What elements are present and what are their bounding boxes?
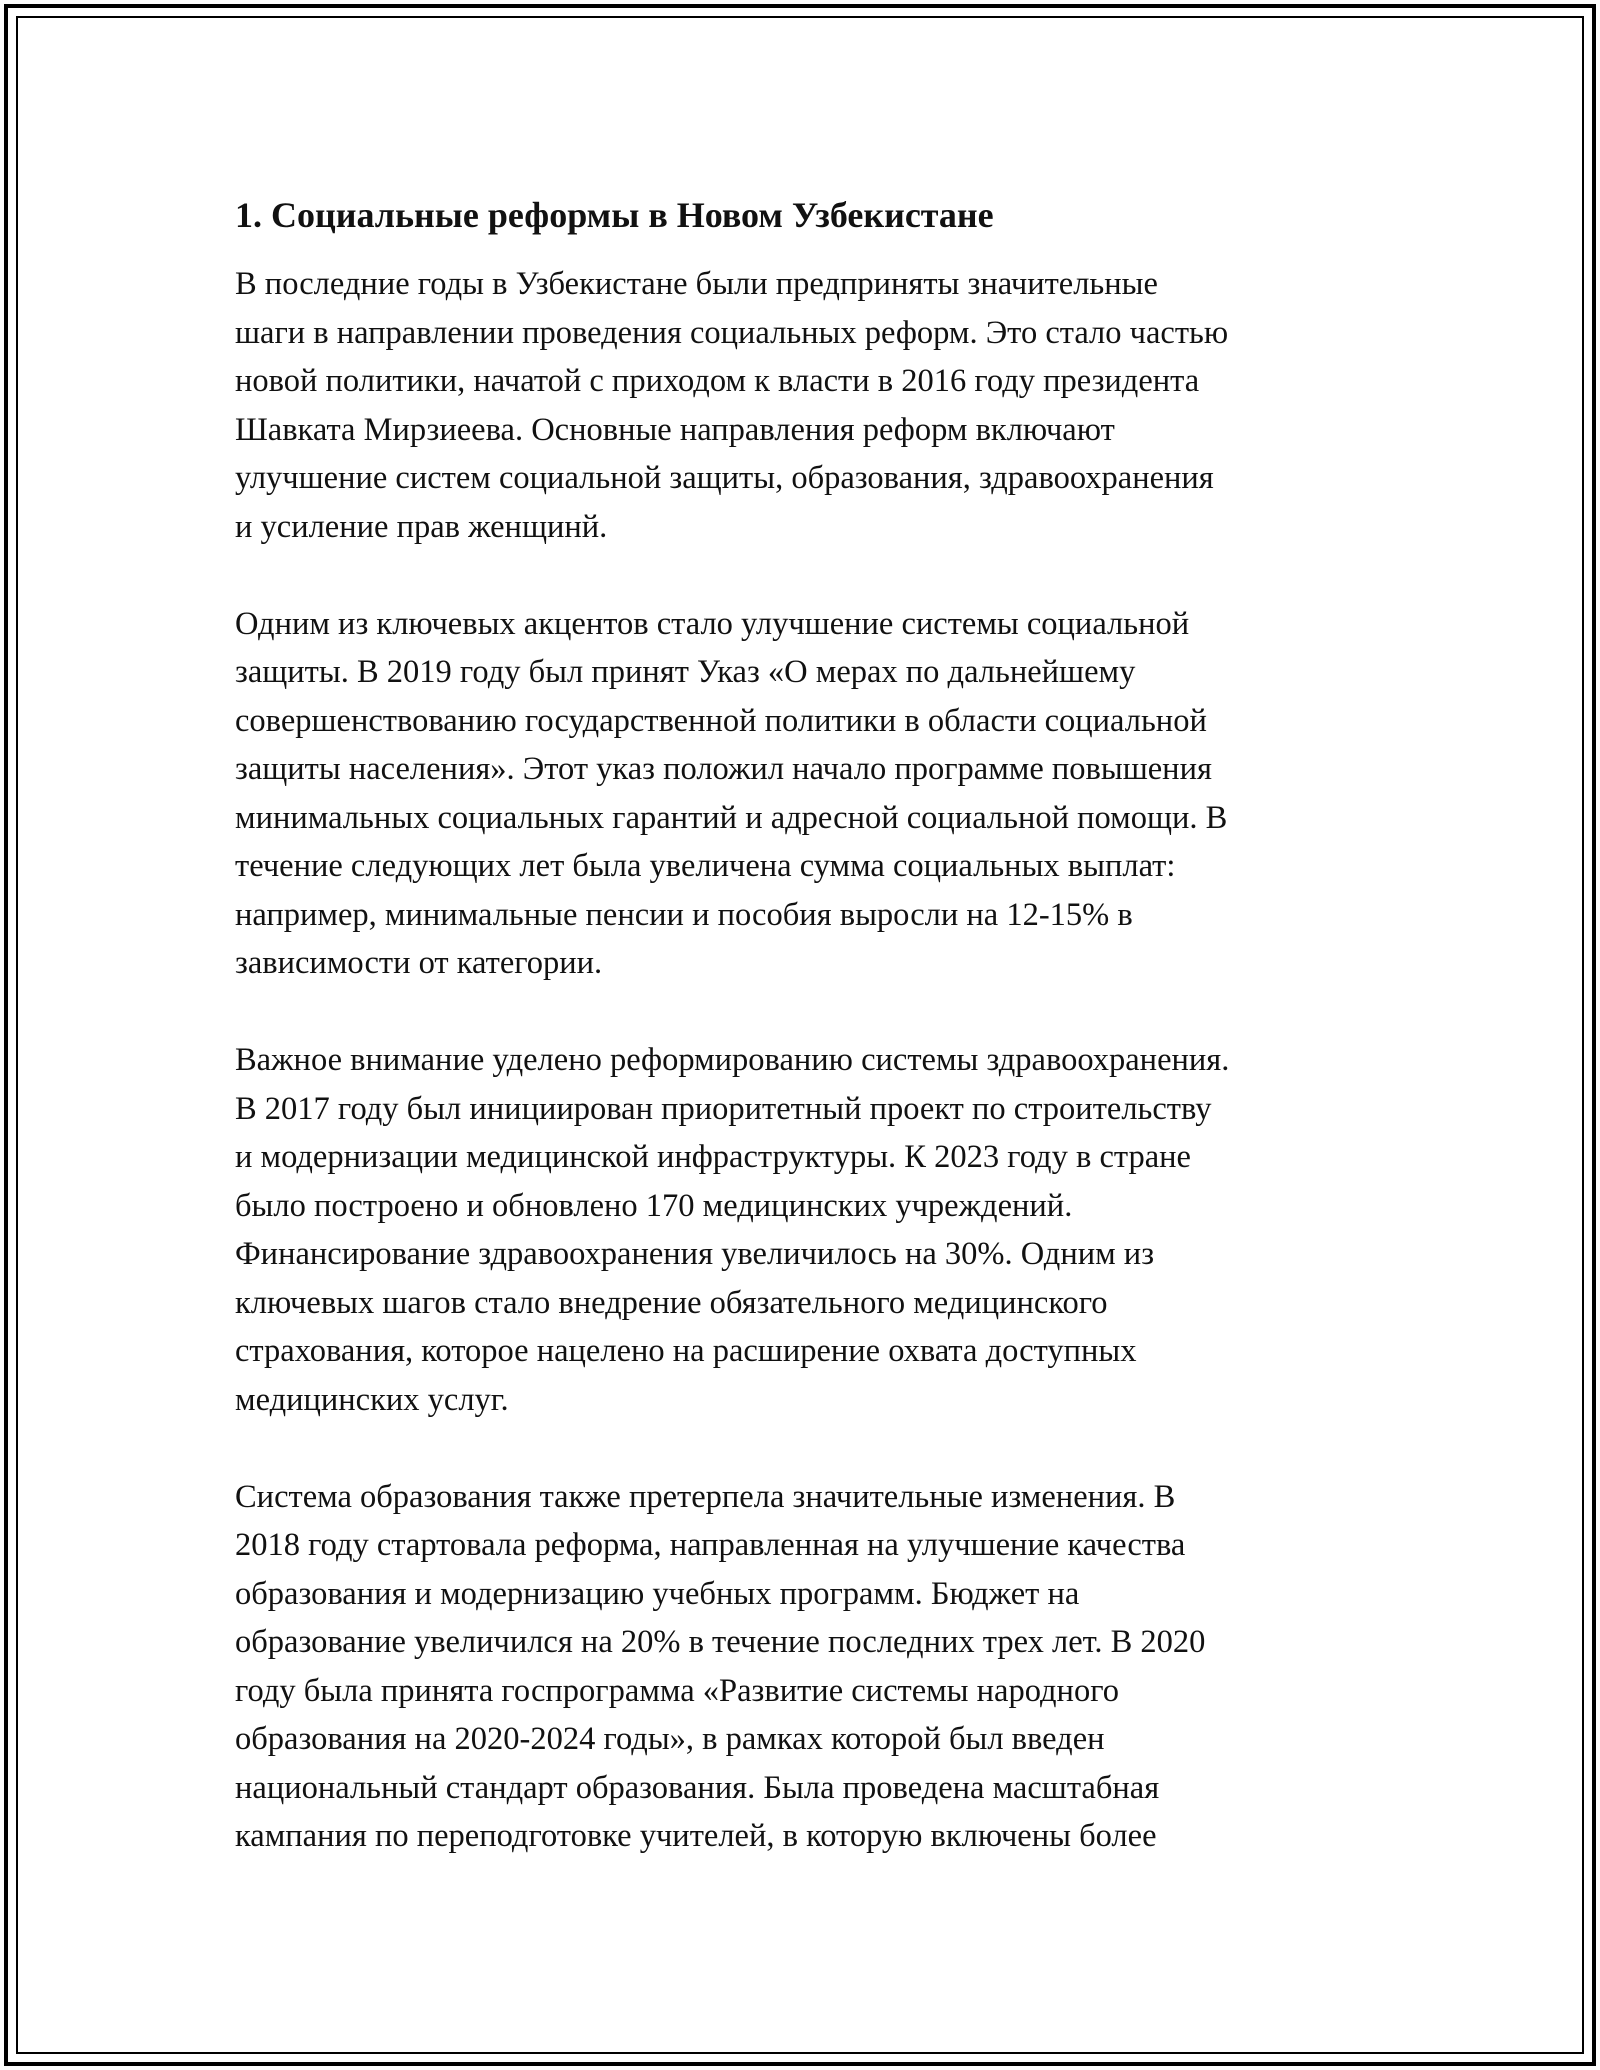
paragraph-line: и усиление прав женщинй. — [235, 508, 608, 545]
paragraph-line: было построено и обновлено 170 медицинских учреждений. — [235, 1187, 1073, 1224]
paragraph-line: В 2017 году был инициирован приоритетный проект по строительству — [235, 1090, 1212, 1127]
paragraph-line: течение следующих лет была увеличена сумма социальных выплат: — [235, 848, 1176, 884]
paragraph-line: Финансирование здравоохранения увеличилось на 30%. Одним из — [235, 1236, 1155, 1272]
paragraph-line: совершенствованию государственной политики в области социальной — [235, 702, 1207, 739]
paragraph-line: страхования, которое нацелено на расширение охвата доступных — [235, 1333, 1137, 1369]
paragraph-line: Одним из ключевых акцентов стало улучшение системы социальной — [235, 605, 1190, 642]
paragraph-line: зависимости от категории. — [235, 945, 603, 981]
paragraph-line: и модернизации медицинской инфраструктуры. К 2023 году в стране — [235, 1139, 1191, 1175]
paragraph-line: шаги в направлении проведения социальных реформ. Это стало частью — [235, 314, 1229, 351]
paragraph-line: защиты. В 2019 году был принят Указ «О мерах по дальнейшему — [235, 654, 1136, 690]
paragraph-line: ключевых шагов стало внедрение обязательного медицинского — [235, 1284, 1108, 1321]
paragraph-line: образования и модернизацию учебных программ. Бюджет на — [235, 1575, 1080, 1612]
paragraph-line: Система образования также претерпела значительные изменения. В — [235, 1478, 1176, 1515]
paragraph-line: образования на 2020-2024 годы», в рамках которой был введен — [235, 1721, 1105, 1757]
section-heading: 1. Социальные реформы в Новом Узбекистане — [235, 195, 994, 235]
paragraph-line: минимальных социальных гарантий и адресной социальной помощи. В — [235, 799, 1228, 836]
paragraph-line: новой политики, начатой с приходом к власти в 2016 году президента — [235, 363, 1200, 399]
paragraph-line: образование увеличился на 20% в течение последних трех лет. В 2020 — [235, 1624, 1206, 1660]
paragraph-healthcare — [235, 1036, 1395, 1424]
paragraph-line: медицинских услуг. — [235, 1381, 509, 1418]
paragraph-line: кампания по переподготовке учителей, в которую включены более — [235, 1818, 1157, 1854]
paragraph-line: году была принята госпрограмма «Развитие системы народного — [235, 1672, 1119, 1709]
document-body — [235, 186, 1395, 1861]
paragraph-line: Важное внимание уделено реформированию системы здравоохранения. — [235, 1042, 1230, 1078]
paragraph-education — [235, 1473, 1395, 1861]
paragraph-line: 2018 году стартовала реформа, направленная на улучшение качества — [235, 1527, 1186, 1563]
paragraph-line: защиты населения». Этот указ положил начало программе повышения — [235, 751, 1212, 787]
paragraph-line: Шавката Мирзиеева. Основные направления реформ включают — [235, 411, 1115, 448]
paragraph-line: В последние годы в Узбекистане были предприняты значительные — [235, 266, 1158, 302]
paragraph-social-protection — [235, 600, 1395, 988]
paragraph-line: улучшение систем социальной защиты, образования, здравоохранения — [235, 460, 1214, 496]
paragraph-line: национальный стандарт образования. Была проведена масштабная — [235, 1769, 1160, 1806]
paragraph-line: например, минимальные пенсии и пособия выросли на 12-15% в — [235, 896, 1133, 933]
paragraph-social-reforms-intro — [235, 260, 1395, 551]
